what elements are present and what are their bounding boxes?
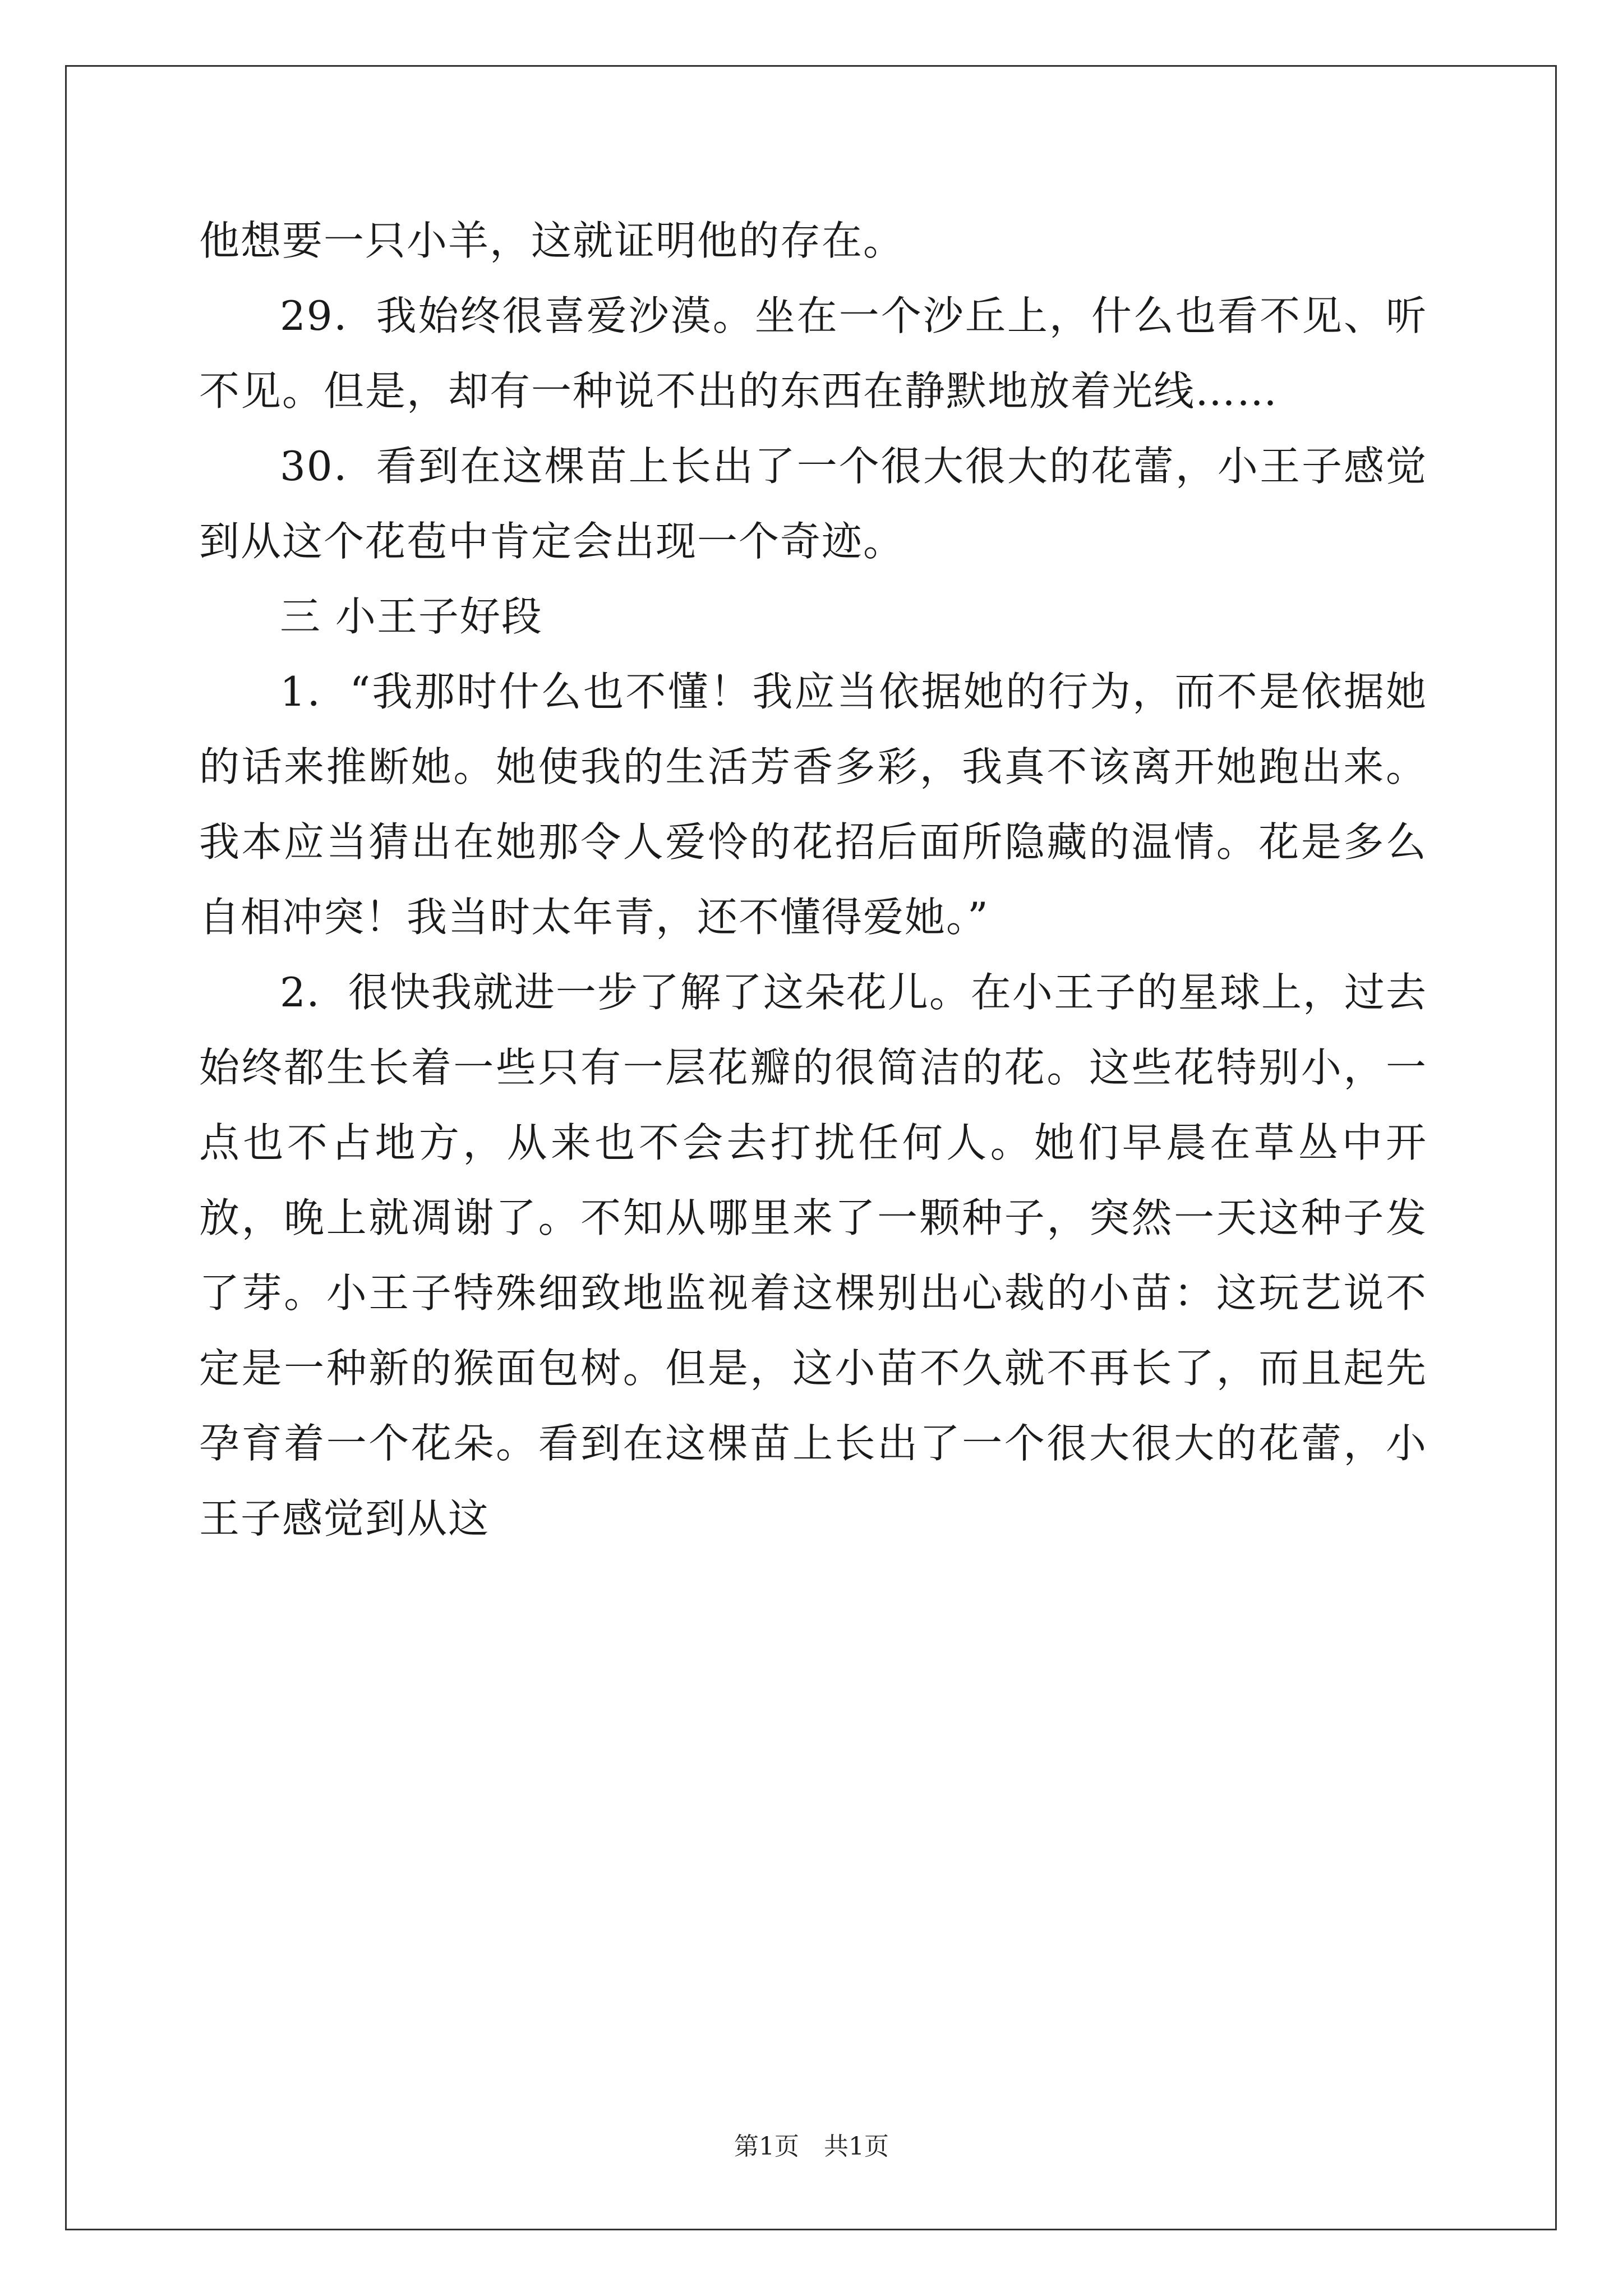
- paragraph-30: 30．看到在这棵苗上长出了一个很大很大的花蕾，小王子感觉到从这个花苞中肯定会出现一个奇迹。: [199, 443, 1427, 565]
- paragraph-good-1: 1．“我那时什么也不懂！我应当依据她的行为，而不是依据她的话来推断她。她使我的生活芳香多彩，我真不该离开她跑出来。我本应当猜出在她那令人爱怜的花招后面所隐藏的温情。花是多么自相冲突！我当时太年青，还不懂得爱她。”: [199, 668, 1427, 941]
- paragraph-continuation: 他想要一只小羊，这就证明他的存在。: [199, 217, 905, 264]
- section-heading: 三 小王子好段: [280, 593, 543, 640]
- page-number-footer: 第1页 共1页: [734, 2132, 889, 2161]
- document-body: [199, 203, 1427, 1556]
- paragraph-29: 29．我始终很喜爱沙漠。坐在一个沙丘上，什么也看不见、听不见。但是，却有一种说不出的东西在静默地放着光线……: [199, 292, 1427, 415]
- paragraph-good-2: 2．很快我就进一步了解了这朵花儿。在小王子的星球上，过去始终都生长着一些只有一层花瓣的很简洁的花。这些花特别小，一点也不占地方，从来也不会去打扰任何人。她们早晨在草丛中开放，晚上就凋谢了。不知从哪里来了一颗种子，突然一天这种子发了芽。小王子特殊细致地监视着这棵别出心裁的小苗：这玩艺说不定是一种新的猴面包树。但是，这小苗不久就不再长了，而且起先孕育着一个花朵。看到在这棵苗上长出了一个很大很大的花蕾，小王子感觉到从这: [199, 969, 1427, 1542]
